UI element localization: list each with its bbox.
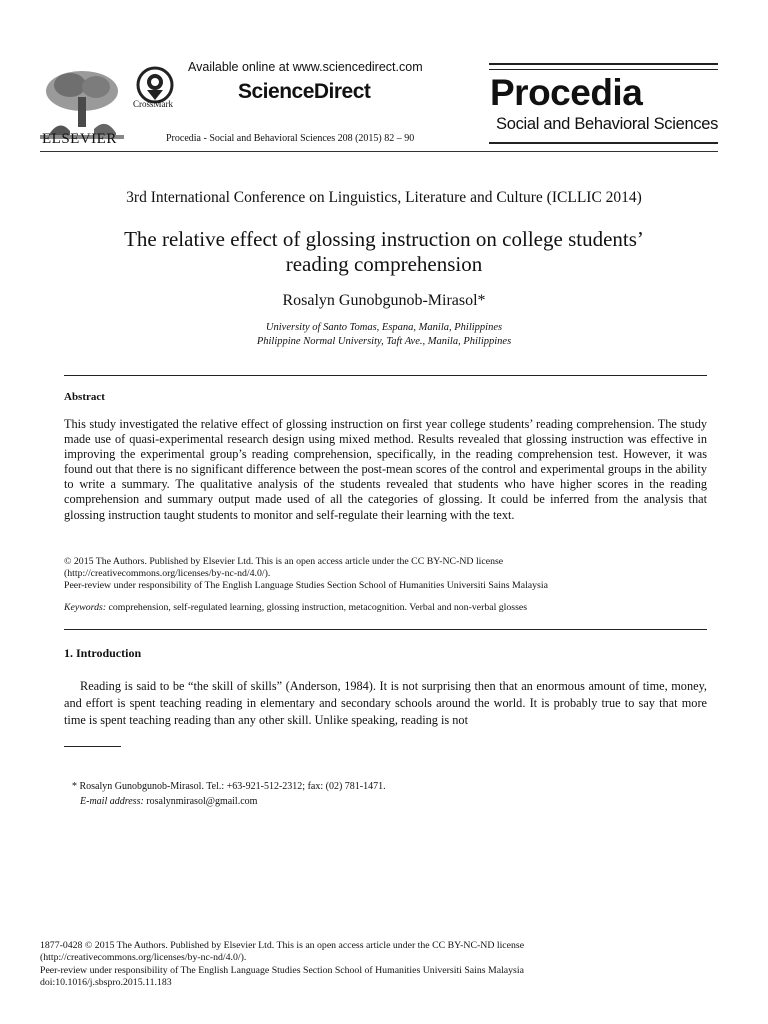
- abstract-text: This study investigated the relative effect of glossing instruction on first year college students’ reading comprehension. The study made use of quasi-experimental research design using mixed method. Results revealed that glossing instruction was effective in improving the experimental group’s reading comprehension, specifically, in the reading comprehension test. However, it was found out that there is no significant difference between the post-mean scores of the control and experimental groups in the ability to write a summary. The qualitative analysis of the students revealed that students who have higher scores in the reading comprehension and summary output made used of all the categories of glossing. It could be inferred from the analysis that glossing instruction taught students to monitor and self-regulate their learning with the text.: [64, 417, 707, 522]
- abstract-bottom-rule: [64, 629, 707, 630]
- introduction-text: Reading is said to be “the skill of skills” (Anderson, 1984). It is not surprising then that an enormous amount of time, money, and effort is spent teaching reading in elementary and secondary schools around the world. It is probably true to say that more time is spent teaching reading than any other skill. Unlike speaking, reading is not: [64, 679, 707, 728]
- email-address[interactable]: rosalynmirasol@gmail.com: [143, 796, 258, 807]
- keywords-text: comprehension, self-regulated learning, glossing instruction, metacognition. Verbal and non-verbal glosses: [106, 602, 528, 613]
- keywords-label: Keywords:: [64, 602, 107, 613]
- procedia-journal-title: Procedia: [490, 72, 643, 113]
- introduction-paragraph: [64, 678, 707, 730]
- page-footer: [40, 940, 720, 989]
- procedia-rule: [489, 63, 718, 65]
- keywords-line: [64, 602, 707, 613]
- author-name: Rosalyn Gunobgunob-Mirasol*: [282, 292, 486, 309]
- license-link[interactable]: (http://creativecommons.org/licenses/by-nc-nd/4.0/).: [64, 568, 271, 580]
- license-block: [64, 556, 707, 593]
- footer-license-link[interactable]: (http://creativecommons.org/licenses/by-nc-nd/4.0/).: [40, 952, 247, 964]
- crossmark-label: CrossMark: [133, 99, 173, 109]
- procedia-rule: [489, 142, 718, 144]
- peer-review-line: Peer-review under responsibility of The English Language Studies Section School of Humanities Universiti Sains Malaysia: [64, 580, 548, 592]
- footer-peer-review: Peer-review under responsibility of The English Language Studies Section School of Humanities Universiti Sains Malaysia: [40, 964, 524, 976]
- footer-doi[interactable]: doi:10.1016/j.sbspro.2015.11.183: [40, 976, 172, 988]
- paper-title-line-1: The relative effect of glossing instruction on college students’: [124, 227, 644, 251]
- header-divider: [40, 151, 718, 152]
- corresponding-author-footnote: * Rosalyn Gunobgunob-Mirasol. Tel.: +63-921-512-2312; fax: (02) 781-1471.: [72, 781, 386, 792]
- license-line-1: © 2015 The Authors. Published by Elsevier Ltd. This is an open access article under the CC BY-NC-ND license: [64, 556, 504, 567]
- affiliation-2: Philippine Normal University, Taft Ave., Manila, Philippines: [256, 336, 512, 347]
- affiliation-1: University of Santo Tomas, Espana, Manila, Philippines: [265, 322, 503, 333]
- publisher-name: ELSEVIER: [42, 131, 117, 147]
- abstract-heading: Abstract: [64, 391, 105, 403]
- email-footnote: [80, 796, 257, 807]
- footer-issn-line: 1877-0428 © 2015 The Authors. Published by Elsevier Ltd. This is an open access article under the CC BY-NC-ND license: [40, 940, 525, 951]
- paper-title-line-2: reading comprehension: [285, 252, 483, 276]
- conference-name: 3rd International Conference on Linguistics, Literature and Culture (ICLLIC 2014): [126, 189, 642, 206]
- sciencedirect-logo[interactable]: ScienceDirect: [238, 80, 371, 103]
- procedia-rule: [489, 69, 718, 70]
- procedia-journal-subtitle: Social and Behavioral Sciences: [496, 115, 719, 133]
- footnote-rule: [64, 746, 121, 747]
- available-online-text: Available online at www.sciencedirect.com: [188, 60, 423, 74]
- section-heading-introduction: 1. Introduction: [64, 646, 142, 660]
- journal-reference: Procedia - Social and Behavioral Sciences 208 (2015) 82 – 90: [166, 133, 415, 144]
- email-label: E-mail address:: [80, 796, 144, 807]
- abstract-top-rule: [64, 375, 707, 376]
